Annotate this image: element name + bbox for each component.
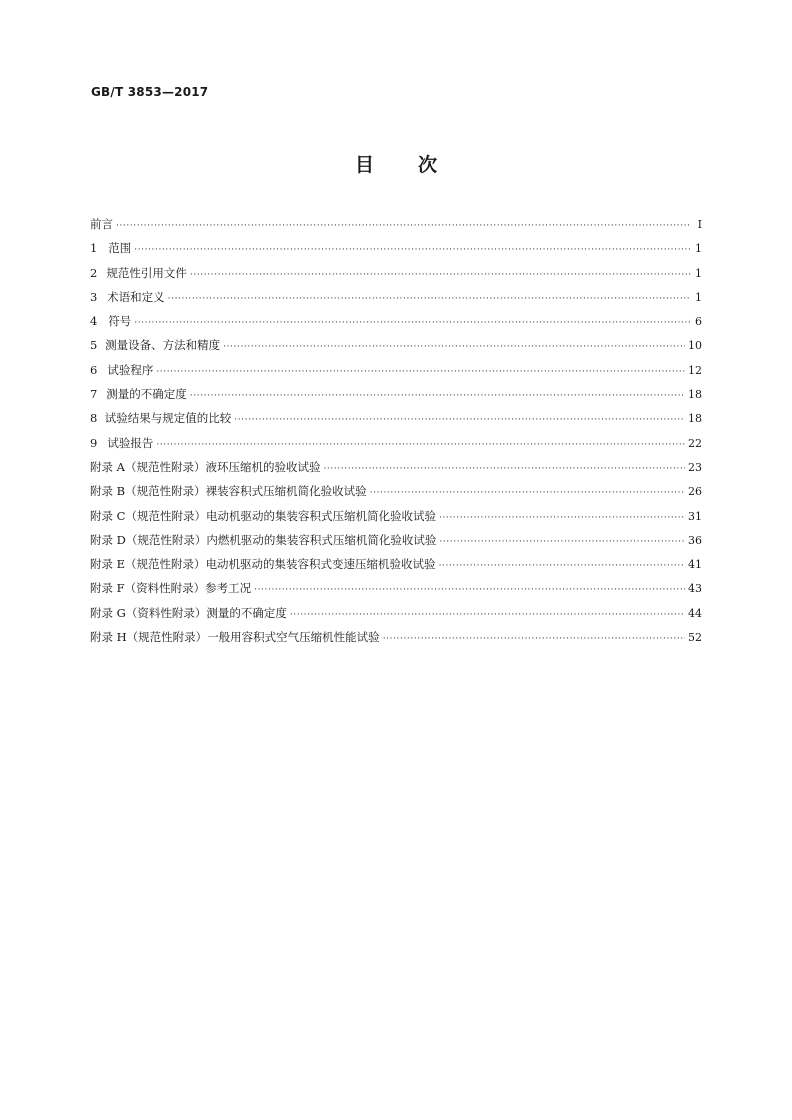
appendix-label: 附录 B（规范性附录） xyxy=(90,484,206,499)
toc-entry-number: 1 xyxy=(90,241,98,256)
toc-entry-7[interactable] xyxy=(90,382,702,406)
toc-entry-1[interactable] xyxy=(90,236,702,260)
toc-appendix-d[interactable] xyxy=(90,528,702,552)
appendix-title: 裸装容积式压缩机简化验收试验 xyxy=(205,484,367,499)
toc-entry-number: 7 xyxy=(90,387,98,402)
toc-entry-page: Ⅰ xyxy=(697,218,702,231)
appendix-label: 附录 G（资料性附录） xyxy=(90,605,207,620)
toc-appendix-a[interactable] xyxy=(90,455,702,479)
toc-entry-page: 23 xyxy=(688,460,702,474)
dot-leader xyxy=(383,627,685,651)
appendix-title: 参考工况 xyxy=(205,581,252,596)
dot-leader xyxy=(439,530,685,554)
toc-entry-number: 9 xyxy=(90,435,98,450)
toc-entry-title: 范围 xyxy=(108,241,132,256)
dot-leader xyxy=(223,335,685,359)
dot-leader xyxy=(439,554,685,578)
appendix-title: 电动机驱动的集装容积式压缩机简化验收试验 xyxy=(205,508,436,523)
toc-entry-number: 5 xyxy=(90,338,98,353)
dot-leader xyxy=(234,408,685,432)
toc-entry-title: 规范性引用文件 xyxy=(106,265,187,280)
dot-leader xyxy=(290,603,685,627)
appendix-label: 附录 A（规范性附录） xyxy=(90,459,206,474)
toc-appendix-f[interactable] xyxy=(90,576,702,600)
toc-entry-page: 6 xyxy=(695,315,702,329)
appendix-title: 内燃机驱动的集装容积式压缩机简化验收试验 xyxy=(206,532,437,547)
toc-entry-title: 测量的不确定度 xyxy=(106,387,187,402)
toc-entry-title: 试验报告 xyxy=(107,435,154,450)
dot-leader xyxy=(370,481,685,505)
toc-entry-number: 8 xyxy=(90,411,98,426)
toc-entry-page: 1 xyxy=(695,242,702,256)
dot-leader xyxy=(190,263,691,287)
appendix-label: 附录 E（规范性附录） xyxy=(90,557,206,572)
toc-appendix-g[interactable] xyxy=(90,601,702,625)
appendix-title: 电动机驱动的集装容积式变速压缩机验收试验 xyxy=(205,557,436,572)
appendix-label: 附录 D（规范性附录） xyxy=(90,532,207,547)
toc-entry-page: 10 xyxy=(688,339,702,353)
title-part-1: 目 xyxy=(354,154,374,176)
appendix-title: 液环压缩机的验收试验 xyxy=(205,459,321,474)
dot-leader xyxy=(323,457,685,481)
toc-entry-title: 术语和定义 xyxy=(107,289,165,304)
toc-entry-4[interactable] xyxy=(90,309,702,333)
toc-entry-foreword[interactable] xyxy=(90,212,702,236)
toc-entry-title: 前言 xyxy=(90,217,113,231)
toc-entry-page: 26 xyxy=(688,485,702,499)
page-title xyxy=(0,150,792,177)
dot-leader xyxy=(116,214,691,238)
toc-appendix-e[interactable] xyxy=(90,552,702,576)
dot-leader xyxy=(156,433,685,457)
toc-entry-page: 36 xyxy=(688,533,702,547)
toc-entry-title: 试验结果与规定值的比较 xyxy=(104,411,232,426)
toc-entry-title: 符号 xyxy=(108,314,132,329)
toc-appendix-b[interactable] xyxy=(90,479,702,503)
appendix-label: 附录 F（资料性附录） xyxy=(90,581,206,596)
toc-entry-page: 52 xyxy=(688,631,702,645)
standard-code: GB/T 3853—2017 xyxy=(91,85,209,99)
toc-entry-number: 6 xyxy=(90,362,98,377)
dot-leader xyxy=(254,578,685,602)
toc-entry-page: 44 xyxy=(688,606,702,620)
toc-entry-page: 18 xyxy=(688,412,702,426)
toc-entry-3[interactable] xyxy=(90,285,702,309)
dot-leader xyxy=(168,287,691,311)
appendix-label: 附录 H（规范性附录） xyxy=(90,630,208,645)
toc-entry-number: 3 xyxy=(90,289,98,304)
dot-leader xyxy=(190,384,685,408)
toc-appendix-h[interactable] xyxy=(90,625,702,649)
toc-entry-page: 12 xyxy=(688,363,702,377)
dot-leader xyxy=(439,506,685,530)
dot-leader xyxy=(134,311,691,335)
toc-entry-2[interactable] xyxy=(90,261,702,285)
toc-entry-page: 22 xyxy=(688,436,702,450)
toc-entry-page: 31 xyxy=(688,509,702,523)
toc-entry-page: 1 xyxy=(695,266,702,280)
dot-leader xyxy=(156,360,685,384)
toc-entry-page: 41 xyxy=(688,558,702,572)
title-part-2: 次 xyxy=(418,154,438,176)
toc-entry-9[interactable] xyxy=(90,431,702,455)
appendix-title: 一般用容积式空气压缩机性能试验 xyxy=(207,630,380,645)
toc-entry-number: 2 xyxy=(90,265,98,280)
toc-entry-8[interactable] xyxy=(90,406,702,430)
toc-entry-page: 18 xyxy=(688,388,702,402)
appendix-label: 附录 C（规范性附录） xyxy=(90,508,206,523)
toc-entry-page: 43 xyxy=(688,582,702,596)
table-of-contents xyxy=(90,212,702,649)
toc-entry-6[interactable] xyxy=(90,358,702,382)
toc-entry-title: 试验程序 xyxy=(107,362,154,377)
toc-entry-title: 测量设备、方法和精度 xyxy=(105,338,221,353)
toc-entry-page: 1 xyxy=(695,290,702,304)
appendix-title: 测量的不确定度 xyxy=(206,605,287,620)
toc-appendix-c[interactable] xyxy=(90,504,702,528)
dot-leader xyxy=(134,238,691,262)
toc-entry-number: 4 xyxy=(90,314,98,329)
toc-entry-5[interactable] xyxy=(90,333,702,357)
